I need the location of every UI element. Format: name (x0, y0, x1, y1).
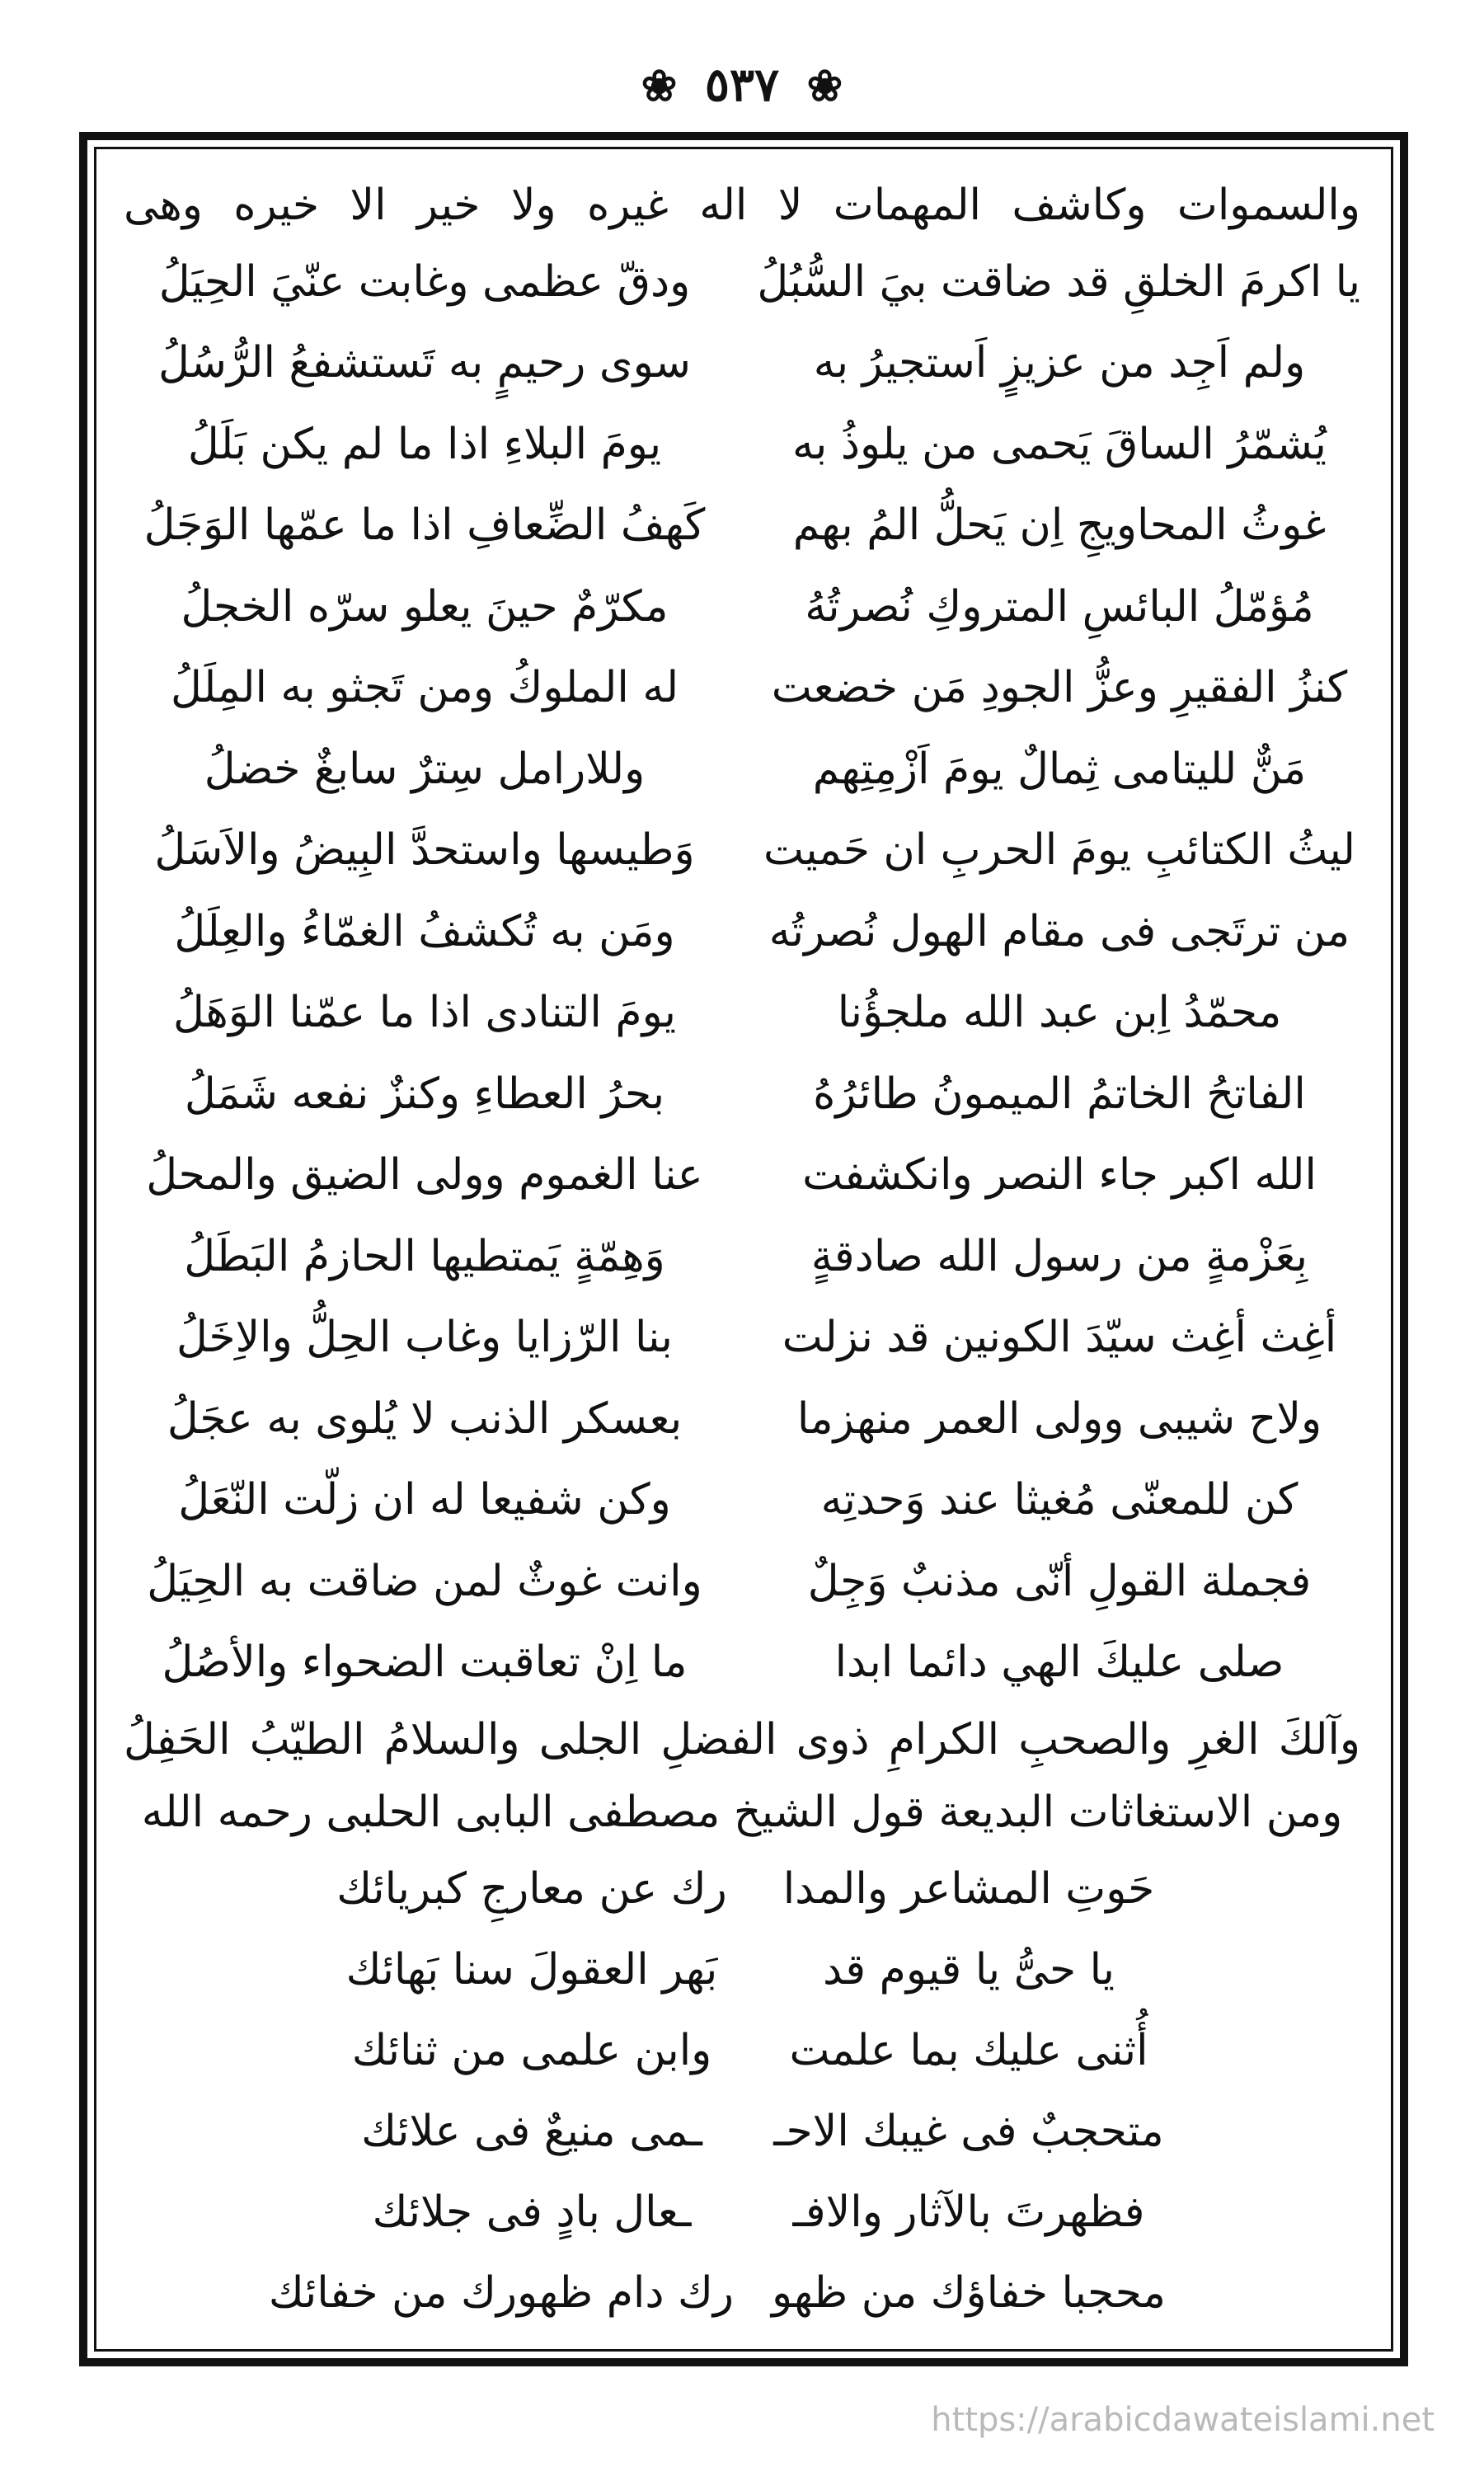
hemistich-second: بَهر العقولَ سنا بَهائك (345, 1944, 718, 1995)
hemistich-second: بنا الرّزايا وغاب الحِلُّ والاِخَلُ (176, 1313, 674, 1363)
ornament-right-icon: ❀ (641, 61, 678, 111)
hemistich-second: كَهفُ الضِّعافِ اذا ما عمّها الوَجَلُ (143, 500, 706, 551)
verse-row (330, 2091, 1171, 2172)
hemistich-second: ودقّ عظمى وغابت عنّيَ الحِيَلُ (158, 256, 691, 307)
hemistich-second: رك دام ظهورك من خفائك (268, 2267, 734, 2318)
hemistich-first: محمّدُ اِبن عبد الله ملجؤُنا (837, 988, 1282, 1038)
page-number (0, 58, 1484, 112)
verse-row (124, 486, 1360, 567)
hemistich-first: متحجبٌ فى غيبك الاحـ (773, 2106, 1164, 2156)
hemistich-first: فجملة القولِ أنّى مذنبٌ وَجِلٌ (807, 1556, 1312, 1606)
verse-row (124, 1379, 1360, 1460)
verse-row (124, 1541, 1360, 1623)
hemistich-second: وانت غوثٌ لمن ضاقت به الحِيَلُ (147, 1556, 702, 1606)
verse-row (124, 811, 1360, 892)
hemistich-second: ومَن به تُكشفُ الغمّاءُ والعِلَلُ (174, 906, 675, 956)
hemistich-second: رك عن معارجِ كبريائك (336, 1863, 727, 1914)
closing-line: وآلكَ الغرِ والصحبِ الكرامِ ذوى الفضلِ الجلى والسلامُ الطيّبُ الحَفِلُ (124, 1715, 1360, 1764)
verse-row (330, 1929, 1171, 2010)
verse-row (124, 729, 1360, 811)
hemistich-first: ولم اَجِد من عزيزٍ اَستجيرُ به (813, 338, 1306, 388)
hemistich-first: يا حىُّ يا قيوم قد (823, 1944, 1115, 1995)
verse-row (124, 1460, 1360, 1542)
verse-row (330, 1849, 1171, 1929)
hemistich-first: مَنٌّ لليتامى ثِمالٌ يومَ اَزْمِتِهم (812, 744, 1307, 794)
hemistich-first: من ترتَجى فى مقام الهول نُصرتُه (768, 906, 1350, 956)
hemistich-second: بحرُ العطاءِ وكنزٌ نفعه شَمَلُ (184, 1069, 665, 1119)
page-content (124, 169, 1360, 2333)
verse-row (124, 648, 1360, 730)
hemistich-second: سوى رحيمٍ به تَستشفعُ الرُّسُلُ (157, 338, 691, 388)
hemistich-second: ـمى منيعٌ فى علائك (361, 2106, 702, 2156)
verse-row (268, 2253, 1171, 2333)
hemistich-first: بِعَزْمةٍ من رسول الله صادقةٍ (810, 1231, 1308, 1281)
section-heading: ومن الاستغاثات البديعة قول الشيخ مصطفى البابى الحلبى رحمه الله (141, 1788, 1343, 1837)
hemistich-first: حَوتِ المشاعر والمدا (782, 1863, 1155, 1914)
hemistich-first: يُشمّرُ الساقَ يَحمى من يلوذُ به (791, 419, 1327, 469)
verse-row (124, 242, 1360, 323)
verse-row (124, 566, 1360, 648)
hemistich-second: يومَ البلاءِ اذا ما لم يكن بَلَلُ (187, 419, 662, 469)
hemistich-first: يا اكرمَ الخلقِ قد ضاقت بيَ السُّبُلُ (757, 256, 1360, 307)
hemistich-first: أغِث أغِث سيّدَ الكونين قد نزلت (782, 1313, 1337, 1363)
hemistich-first: محجبا خفاؤك من ظهو (771, 2267, 1167, 2318)
watermark-url[interactable]: https://arabicdawateislami.net (931, 2401, 1435, 2439)
hemistich-first: غوثُ المحاويجِ اِن يَحلُّ المُ بهم (792, 500, 1327, 551)
hemistich-second: وَطيسها واستحدَّ البِيضُ والاَسَلُ (154, 825, 695, 876)
verse-row (124, 1135, 1360, 1217)
hemistich-second: وَهِمّةٍ يَمتطيها الحازمُ البَطَلُ (184, 1231, 665, 1281)
hemistich-second: بعسكر الذنب لا يُلوى به عجَلُ (167, 1393, 683, 1444)
hemistich-first: صلى عليكَ الهي دائما ابدا (834, 1638, 1284, 1688)
verse-row (124, 973, 1360, 1055)
hemistich-first: ليثُ الكتائبِ يومَ الحربِ ان حَميت (763, 825, 1355, 876)
verse-row (330, 2010, 1171, 2091)
verse-row (124, 404, 1360, 486)
verse-row (124, 1054, 1360, 1135)
verse-row (330, 2172, 1171, 2253)
hemistich-second: عنا الغموم وولى الضيق والمحلُ (146, 1150, 703, 1201)
verse-row (124, 1298, 1360, 1379)
hemistich-first: كن للمعنّى مُغيثا عند وَحدتِه (820, 1475, 1298, 1525)
hemistich-second: ـعال بادٍ فى جلائك (372, 2187, 692, 2237)
hemistich-second: وللارامل سِترٌ سابغٌ خضلُ (204, 744, 646, 794)
hemistich-second: يومَ التنادى اذا ما عمّنا الوَهَلُ (173, 988, 676, 1038)
hemistich-first: كنزُ الفقيرِ وعزُّ الجودِ مَن خضعت (771, 663, 1348, 713)
hemistich-second: وابن علمى من ثنائك (351, 2025, 712, 2075)
hemistich-first: ولاح شيبى وولى العمر منهزما (796, 1393, 1322, 1444)
verse-row (124, 323, 1360, 405)
verse-row (124, 1216, 1360, 1298)
page-number-text: ٥٣٧ (704, 58, 780, 112)
hemistich-second: وكن شفيعا له ان زلّت النّعَلُ (178, 1475, 671, 1525)
ornament-left-icon: ❀ (806, 61, 843, 111)
hemistich-first: الله اكبر جاء النصر وانكشفت (802, 1150, 1317, 1201)
poem-first (124, 242, 1360, 1703)
hemistich-first: أُثنى عليك بما علمت (789, 2025, 1148, 2075)
hemistich-second: له الملوكُ ومن تَجثو به المِلَلُ (170, 663, 679, 713)
hemistich-second: مكرّمٌ حينَ يعلو سرّه الخجلُ (181, 581, 669, 632)
intro-line: والسموات وكاشف المهمات لا اله غيره ولا خير الا خيره وهى (124, 181, 1360, 230)
verse-row (124, 1623, 1360, 1704)
poem-second (124, 1849, 1360, 2333)
verse-row (124, 891, 1360, 973)
hemistich-second: ما اِنْ تعاقبت الضحواء والأصُلُ (162, 1638, 688, 1688)
hemistich-first: مُؤمّلُ البائسِ المتروكِ نُصرتُهُ (805, 581, 1314, 632)
hemistich-first: فظهرتَ بالآثار والافـ (792, 2187, 1145, 2237)
hemistich-first: الفاتحُ الخاتمُ الميمونُ طائرُهُ (813, 1069, 1306, 1119)
